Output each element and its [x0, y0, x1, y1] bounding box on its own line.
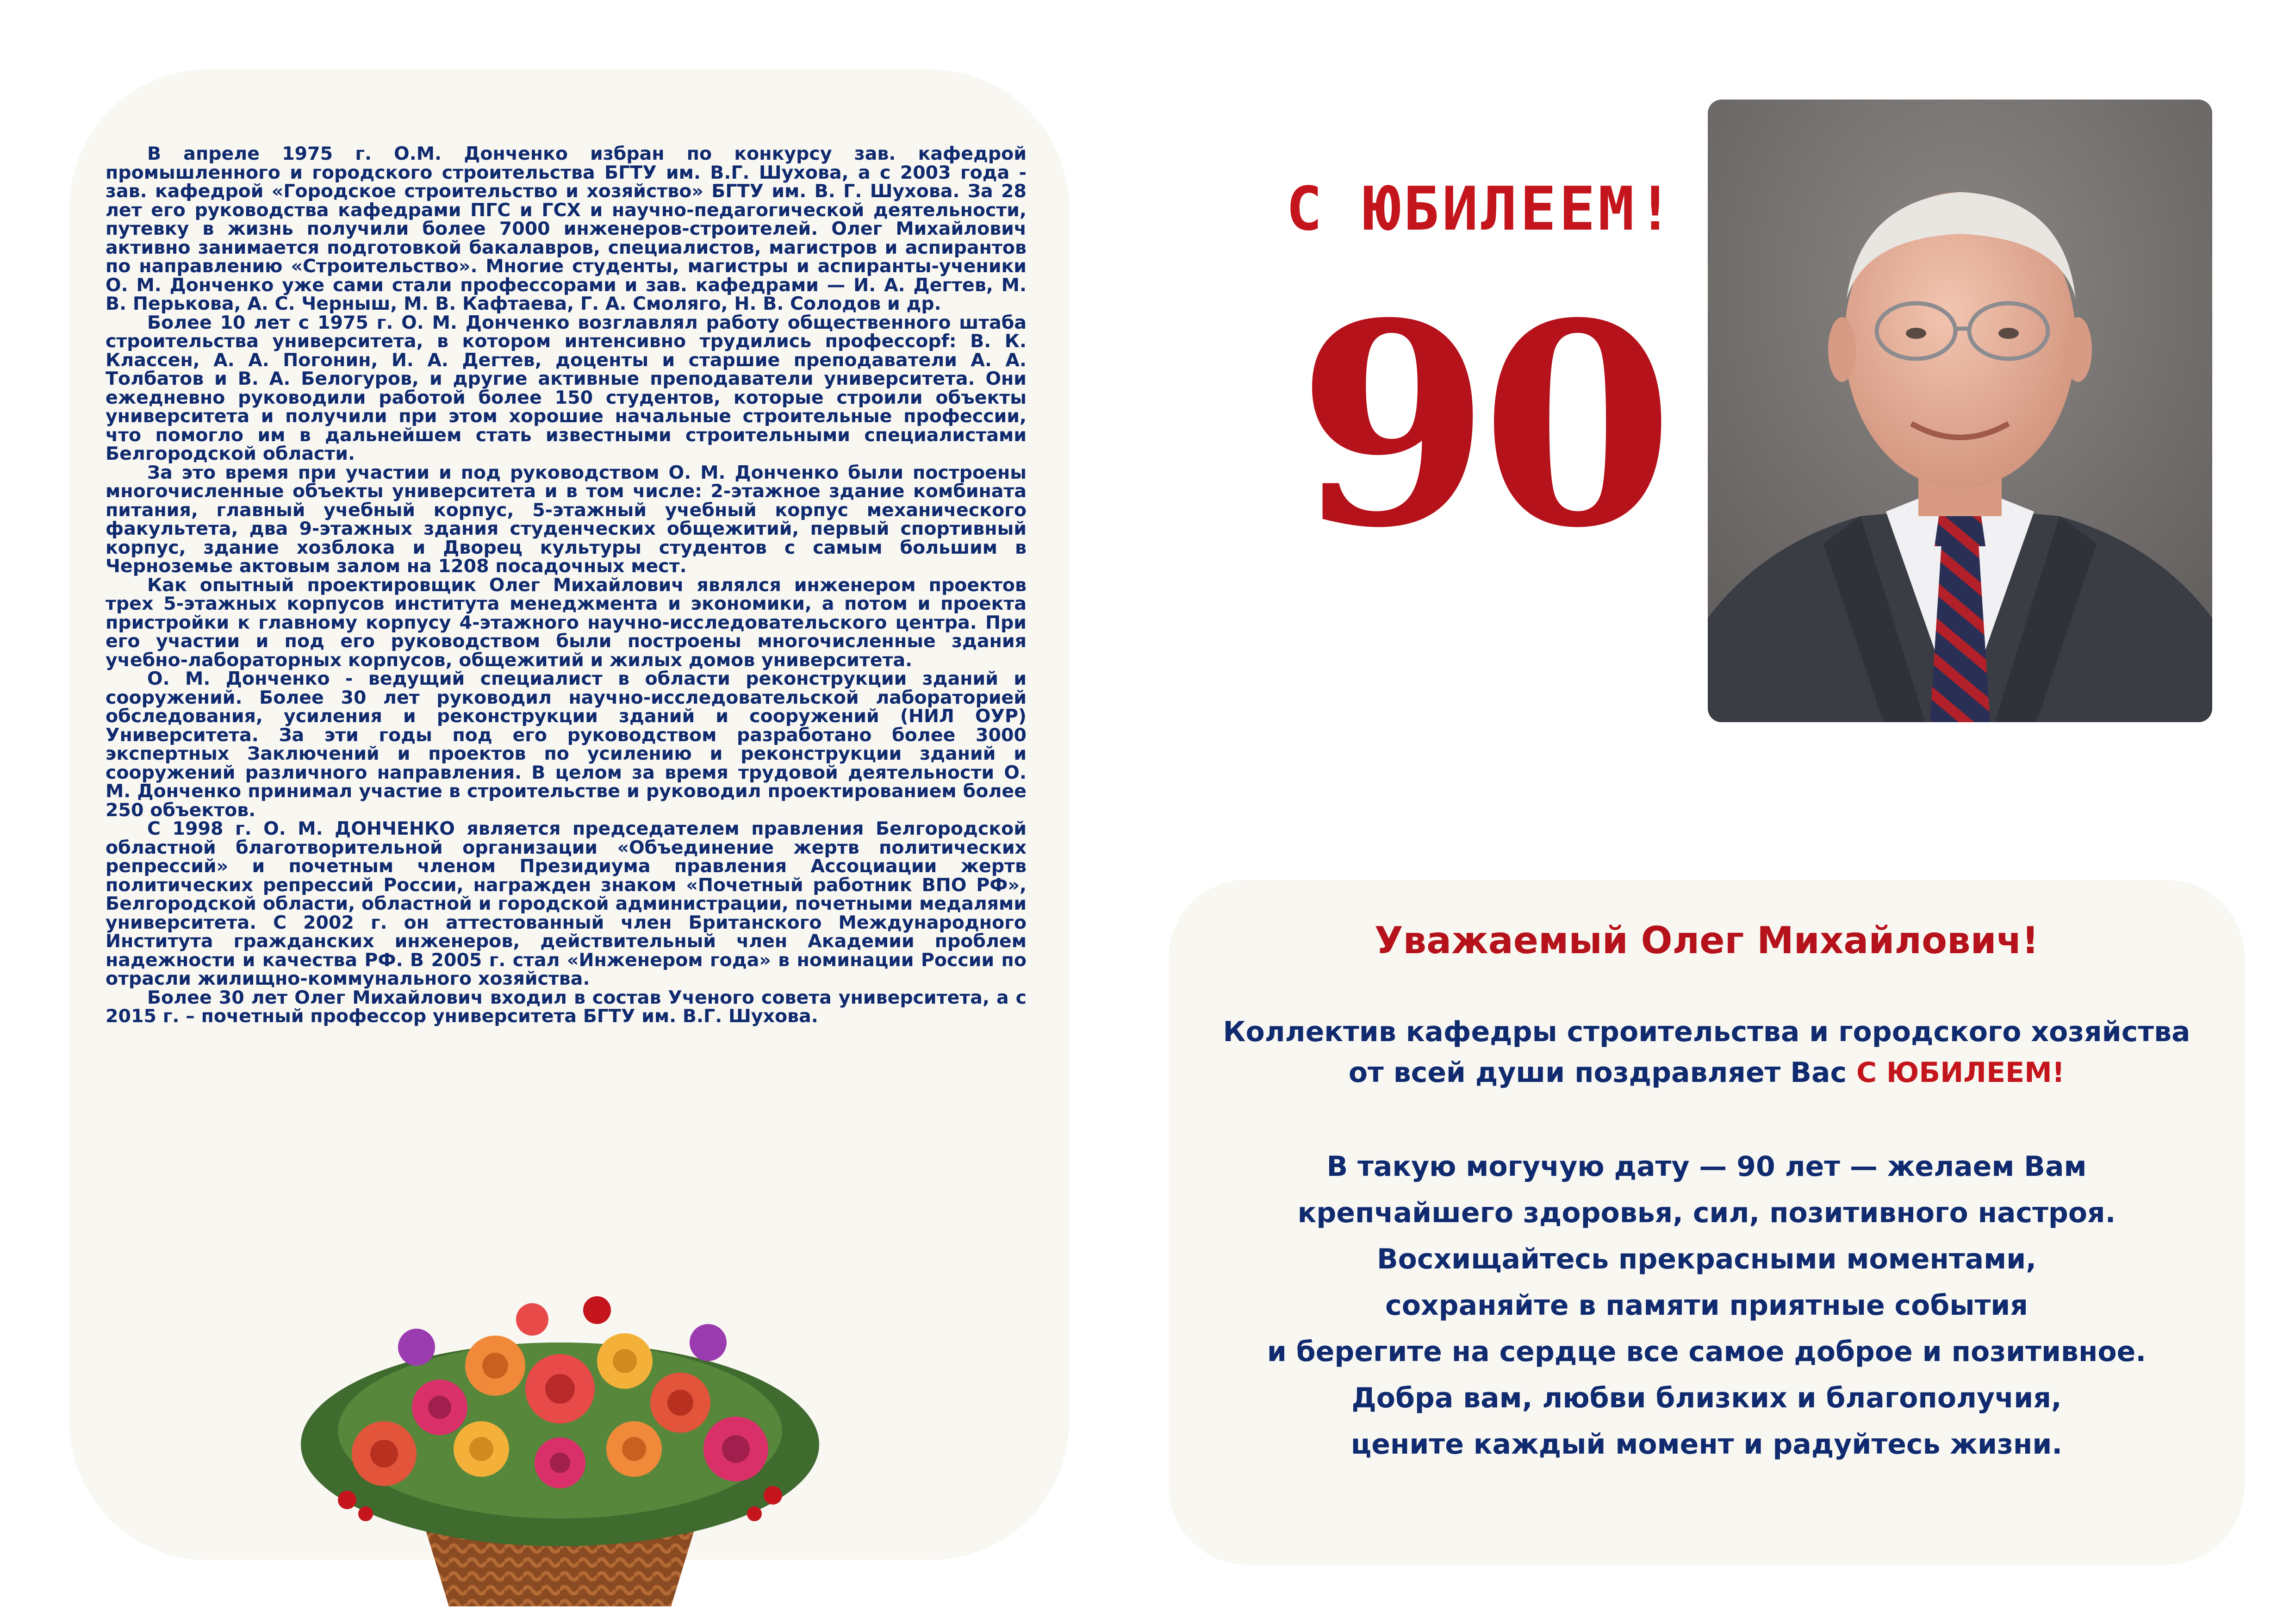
- congratulation-intro: [1169, 1012, 2245, 1093]
- age-number: 90: [1297, 262, 1665, 589]
- biography-text: [106, 144, 1027, 1026]
- portrait-photo: [1708, 100, 2212, 722]
- portrait-illustration: [1708, 100, 2212, 722]
- addressee-heading: Уважаемый Олег Михайлович!: [1374, 919, 2039, 962]
- wish-line: и берегите на сердце все самое доброе и позитивное.: [1267, 1336, 2147, 1368]
- biography-paragraph: За это время при участии и под руководством О. М. Донченко были построены многочисленные объекты университета и в том числе: 2-этажное здание комбината питания, главный учебный корпус, 5-этажный учебный корпус механического факультета, два 9-этажных здания студенческих общежитий, первый спортивный корпус, здание хозблока и Дворец культуры студентов с самым большим в Черноземье актовым залом на 1208 посадочных мест.: [106, 462, 1027, 577]
- wish-line: крепчайшего здоровья, сил, позитивного настроя.: [1297, 1197, 2116, 1229]
- flower-basket-illustration: [264, 1250, 856, 1620]
- wish-line: В такую могучую дату — 90 лет — желаем Вам: [1326, 1150, 2087, 1183]
- wish-line: цените каждый момент и радуйтесь жизни.: [1350, 1428, 2063, 1461]
- biography-paragraph: Более 10 лет с 1975 г. О. М. Донченко возглавлял работу общественного штаба строительства университета, в котором интенсивно трудились профессорf: В. К. Классен, А. А. Погонин, И. А. Дегтев, доценты и старшие преподаватели А. А. Толбатов и В. А. Белогуров, и другие активные преподаватели университета. Они ежедневно руководили работой более 150 студентов, которые строили объекты университета и получили при этом хорошие начальные строительные профессии, что помогло им в дальнейшем стать известными строительными специалистами Белгородской области.: [106, 312, 1027, 464]
- biography-paragraph: О. М. Донченко - ведущий специалист в области реконструкции зданий и сооружений. Более 30 лет руководил научно-исследовательской лабораторией обследования, усиления и реконструкции зданий и сооружений (НИЛ ОУР) Университета. За эти годы под его руководством разработано более 3000 экспертных Заключений и проектов по усилению и реконструкции зданий и сооружений различного направления. В целом за время трудовой деятельности О. М. Донченко принимал участие в строительстве и руководил проектированием более 250 объектов.: [106, 668, 1027, 821]
- biography-paragraph: Как опытный проектировщик Олег Михайлович являлся инженером проектов трех 5-этажных корпусов института менеджмента и экономики, а потом и проекта пристройки к главному корпусу 4-этажного научно-исследовательского центра. При его участии и под его руководством были построены многочисленные здания учебно-лабораторных корпусов, общежитий и жилых домов университета.: [106, 574, 1027, 671]
- wish-line: сохраняйте в памяти приятные события: [1385, 1289, 2028, 1322]
- intro-line-text: от всей души поздравляет Вас: [1348, 1056, 1856, 1089]
- intro-line: [1169, 1052, 2245, 1093]
- wishes-text: [1169, 1143, 2245, 1468]
- wish-line: Добра вам, любви близких и благополучия,: [1351, 1382, 2062, 1414]
- intro-accent: С ЮБИЛЕЕМ!: [1856, 1056, 2065, 1089]
- wish-line: Восхищайтесь прекрасными моментами,: [1376, 1243, 2037, 1275]
- intro-line: Коллектив кафедры строительства и городского хозяйства: [1223, 1016, 2190, 1048]
- biography-paragraph: С 1998 г. О. М. ДОНЧЕНКО является председателем правления Белгородской областной благотворительной организации «Объединение жертв политических репрессий» и почетным членом Президиума правления Ассоциации жертв политических репрессий России, награжден знаком «Почетный работник ВПО РФ», Белгородской области, областной и городской администрации, почетными медалями университета. С 2002 г. он аттестованный член Британского Международного Института гражданских инженеров, действительный член Академии проблем надежности и качества РФ. В 2005 г. стал «Инженером года» в номинации России по отрасли жилищно-коммунального хозяйства.: [106, 818, 1027, 989]
- biography-paragraph: Более 30 лет Олег Михайлович входил в состав Ученого совета университета, а с 2015 г. – почетный профессор университета БГТУ им. В.Г. Шухова.: [106, 987, 1027, 1027]
- flower-basket-icon: [264, 1250, 856, 1620]
- biography-paragraph: В апреле 1975 г. О.М. Донченко избран по конкурсу зав. кафедрой промышленного и городского строительства БГТУ им. В.Г. Шухова, а с 2003 года - зав. кафедрой «Городское строительство и хозяйство» БГТУ им. В. Г. Шухова. За 28 лет его руководства кафедрами ПГС и ГСХ и научно-педагогической деятельности, путевку в жизнь получили более 7000 инженеров-строителей. Олег Михайлович активно занимается подготовкой бакалавров, специалистов, магистров и аспирантов по направлению «Строительство». Многие студенты, магистры и аспиранты-ученики О. М. Донченко уже сами стали профессорами и зав. кафедрами — И. А. Дегтев, М. В. Перькова, А. С. Черныш, М. В. Кафтаева, Г. А. Смоляго, Н. В. Солодов и др.: [106, 143, 1027, 314]
- jubilee-heading: С ЮБИЛЕЕМ!: [1286, 174, 1676, 244]
